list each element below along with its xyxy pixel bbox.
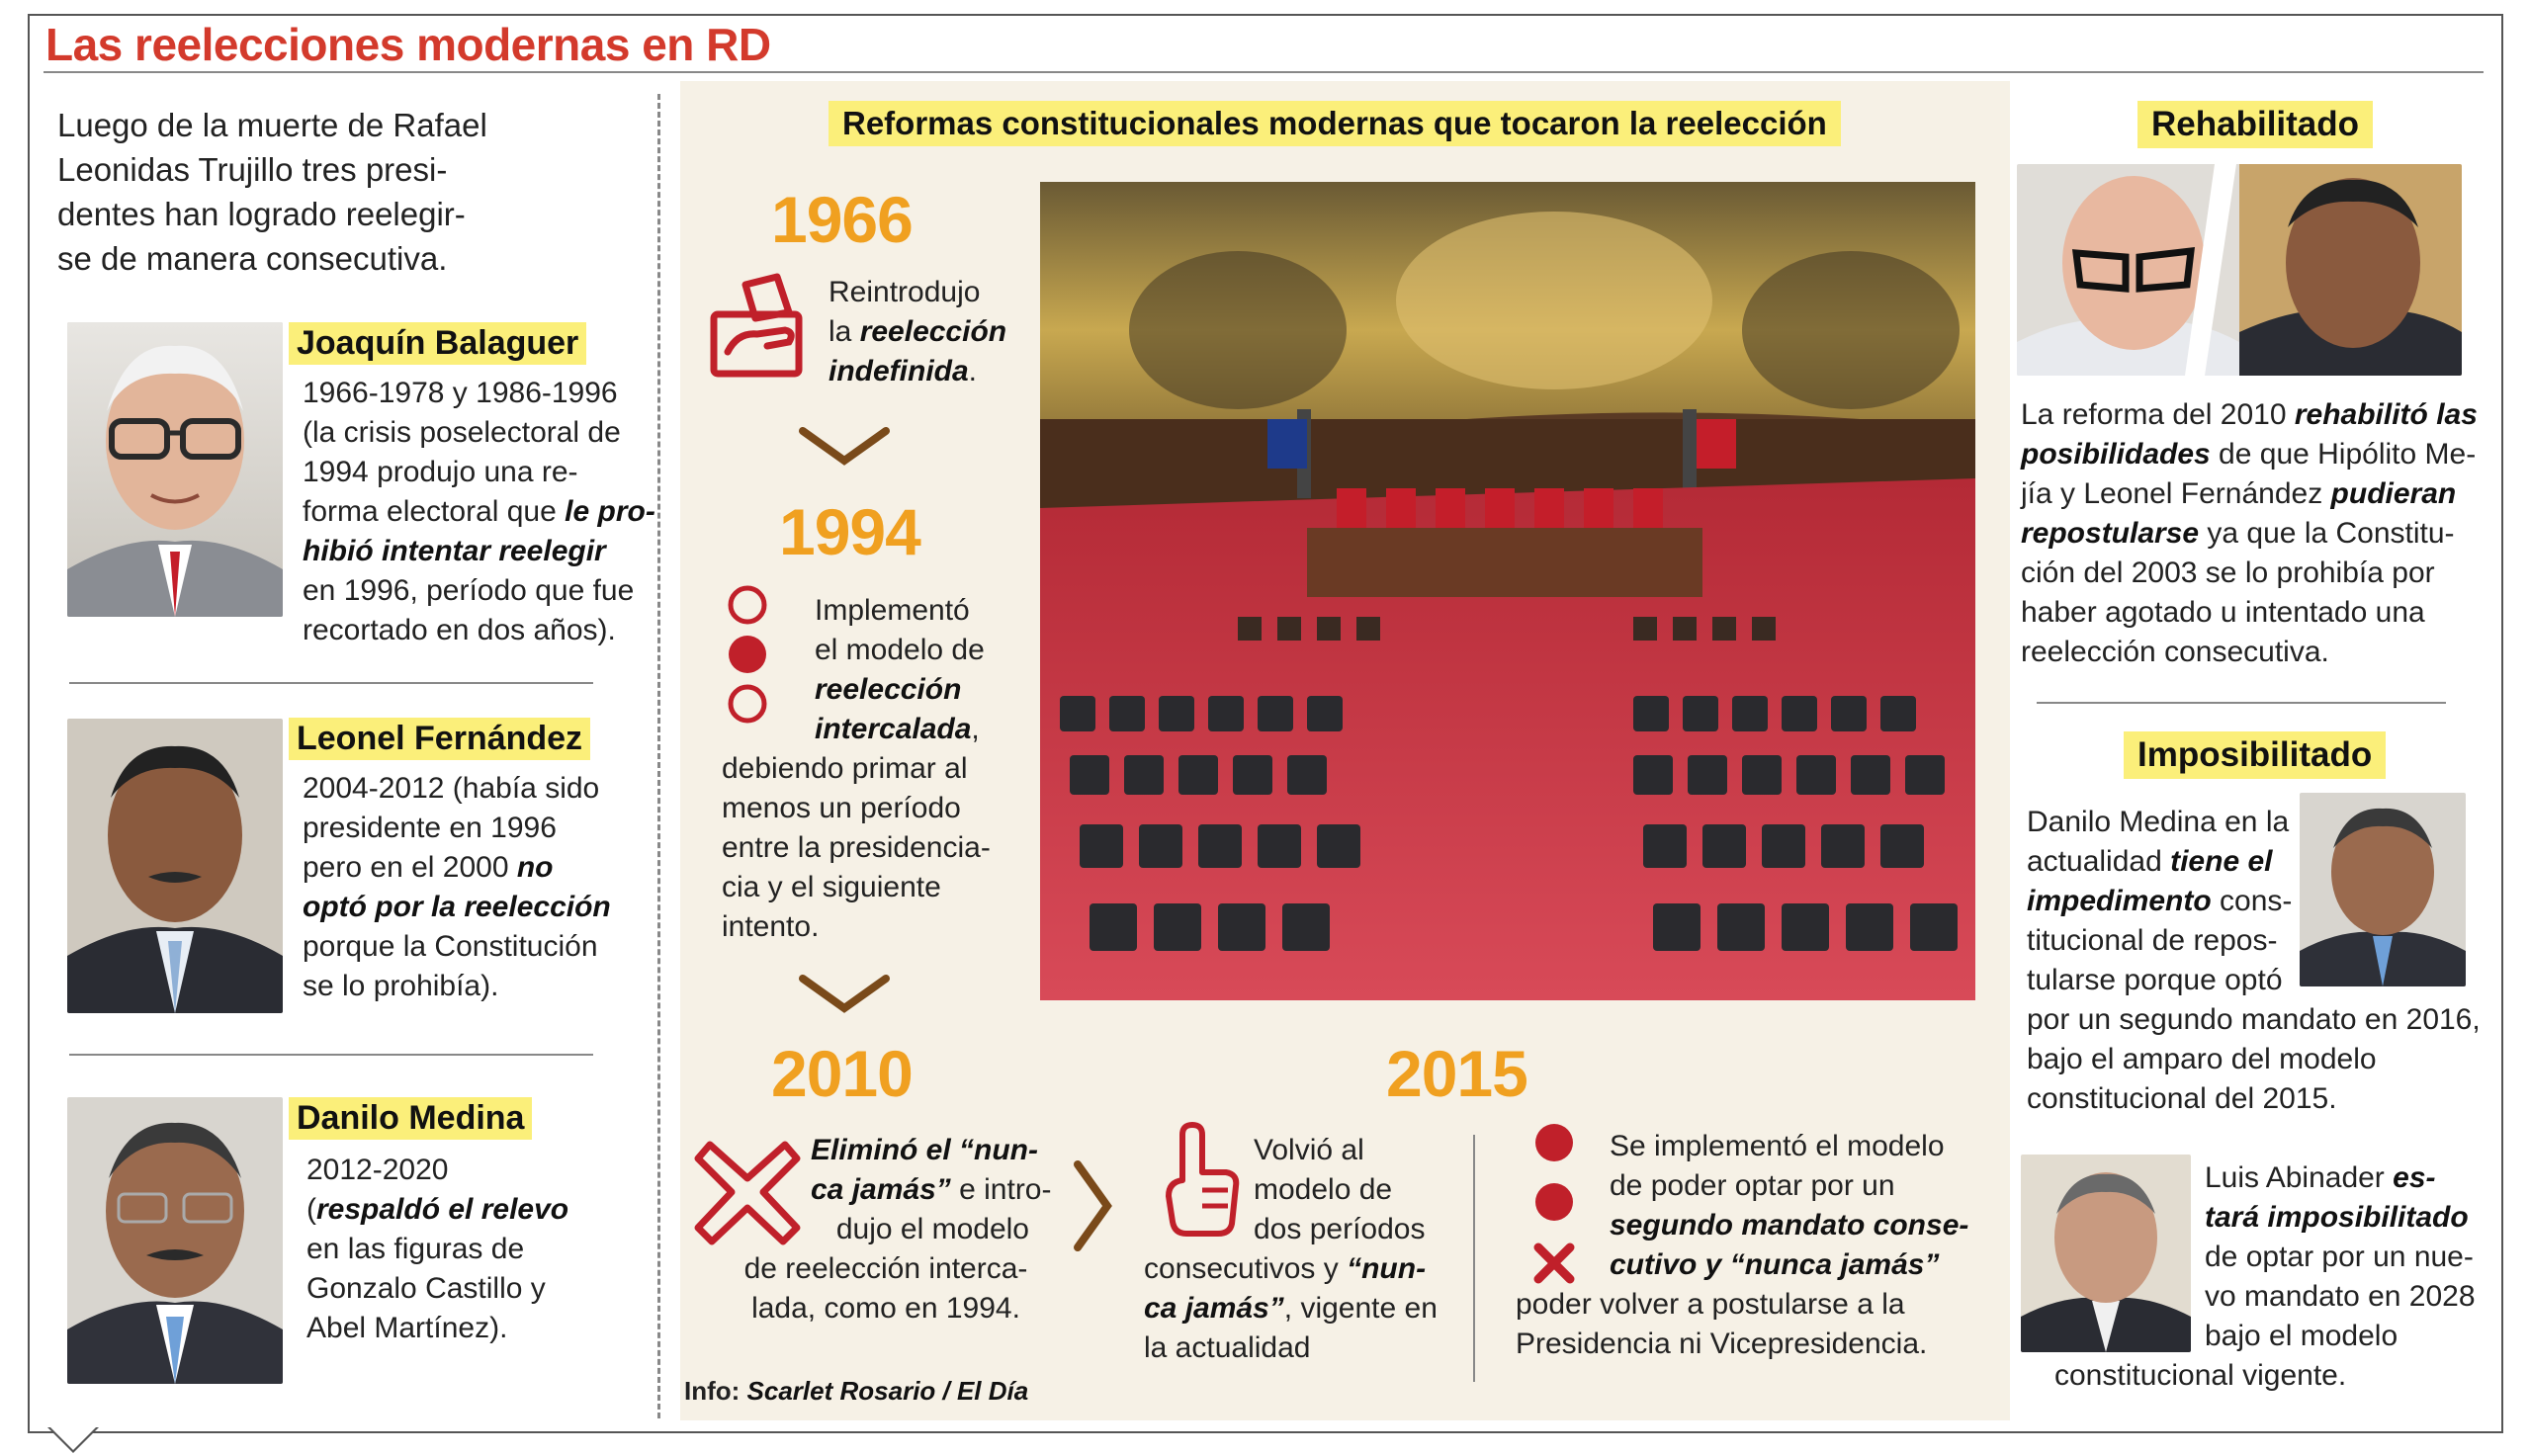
rehabilitado-heading: Rehabilitado <box>2137 101 2373 148</box>
medina-description: 2012-2020 (respaldó el relevo en las figuras de Gonzalo Castillo y Abel Martínez). <box>306 1154 569 1344</box>
rehabilitado-text: La reforma del 2010 rehabilitó las posibilidades de que Hipólito Me- jía y Leonel Fernández pudieran repostularse ya que la Constitu- ción del 2003 se lo prohibía por haber agotado u intentado una reelección consecutiva. <box>2021 398 2478 668</box>
divider <box>2037 702 2446 704</box>
reform-2010-text-cont: dujo el modelo de reelección interca- lada, como en 1994. <box>743 1213 1029 1325</box>
congress-chamber-photo <box>1040 182 1975 1000</box>
balaguer-name: Joaquín Balaguer <box>289 322 586 365</box>
medina-name: Danilo Medina <box>289 1097 532 1140</box>
column-divider <box>657 94 660 1418</box>
medina-photo <box>67 1097 283 1384</box>
balaguer-description: 1966-1978 y 1986-1996 (la crisis poselectoral de 1994 produjo una re- forma electoral que le pro- hibió intentar reelegir en 1996, período que fue recortado en dos años). <box>303 377 655 646</box>
model-2015-text-cont: poder volver a postularse a la Presidencia ni Vicepresidencia. <box>1516 1288 1928 1360</box>
title-divider <box>44 71 2484 73</box>
fernandez-name: Leonel Fernández <box>289 718 590 760</box>
page-title: Las reelecciones modernas en RD <box>45 19 771 70</box>
intro-text: Luego de la muerte de Rafael Leonidas Trujillo tres presi- dentes han logrado reelegir- se de manera consecutiva. <box>57 107 487 277</box>
abinader-text: Luis Abinader es- tará imposibilitado de optar por un nue- vo mandato en 2028 bajo el modelo <box>2205 1161 2476 1352</box>
reform-1994-text: Implementó el modelo de reelección intercalada, <box>815 594 985 745</box>
divider <box>69 1054 593 1056</box>
year-1966: 1966 <box>771 183 913 256</box>
reform-2015-text: Volvió al modelo de dos períodos <box>1254 1134 1426 1245</box>
reform-2015-text-cont: consecutivos y “nun- ca jamás”, vigente en la actualidad <box>1144 1252 1438 1364</box>
chevron-down-icon <box>797 425 892 473</box>
fernandez-description: 2004-2012 (había sido presidente en 1996 pero en el 2000 no optó por la reelección porque la Constitución se lo prohibía). <box>303 772 611 1002</box>
divider <box>69 682 593 684</box>
two-dots-x-icon <box>1530 1121 1580 1294</box>
model-2015-text: Se implementó el modelo de poder optar por un segundo mandato conse- cutivo y “nunca jamás” <box>1610 1130 1969 1281</box>
ballot-hand-icon <box>708 273 817 386</box>
hand-one-finger-icon <box>1157 1121 1246 1244</box>
three-circles-icon <box>720 583 779 736</box>
mejia-fernandez-photo <box>2017 164 2462 376</box>
reforms-title: Reformas constitucionales modernas que tocaron la reelección <box>828 101 1841 146</box>
divider <box>1473 1135 1475 1382</box>
abinader-text-cont: constitucional vigente. <box>2054 1359 2347 1392</box>
year-2015: 2015 <box>1386 1037 1527 1110</box>
danilo-impedimento-text: Danilo Medina en la actualidad tiene el impedimento cons- titucional de repos- tularse porque optó por un segundo mandato en 2016, bajo el amparo del modelo constitucional del 2015. <box>2027 806 2481 1115</box>
reform-1966-text: Reintrodujo la reelección indefinida. <box>828 276 1007 387</box>
fernandez-photo <box>67 719 283 1013</box>
balaguer-photo <box>67 322 283 617</box>
year-2010: 2010 <box>771 1037 913 1110</box>
reform-2010-text: Eliminó el “nun- ca jamás” e intro- <box>811 1134 1052 1206</box>
abinader-photo <box>2021 1155 2191 1352</box>
source-credit: Info: Scarlet Rosario / El Día <box>684 1376 1029 1406</box>
year-1994: 1994 <box>779 495 920 568</box>
reform-1994-text-cont: debiendo primar al menos un período entre la presidencia- cia y el siguiente intento. <box>722 752 991 943</box>
chevron-right-icon <box>1072 1158 1115 1258</box>
chevron-down-icon <box>797 973 892 1021</box>
imposibilitado-heading: Imposibilitado <box>2124 731 2386 779</box>
